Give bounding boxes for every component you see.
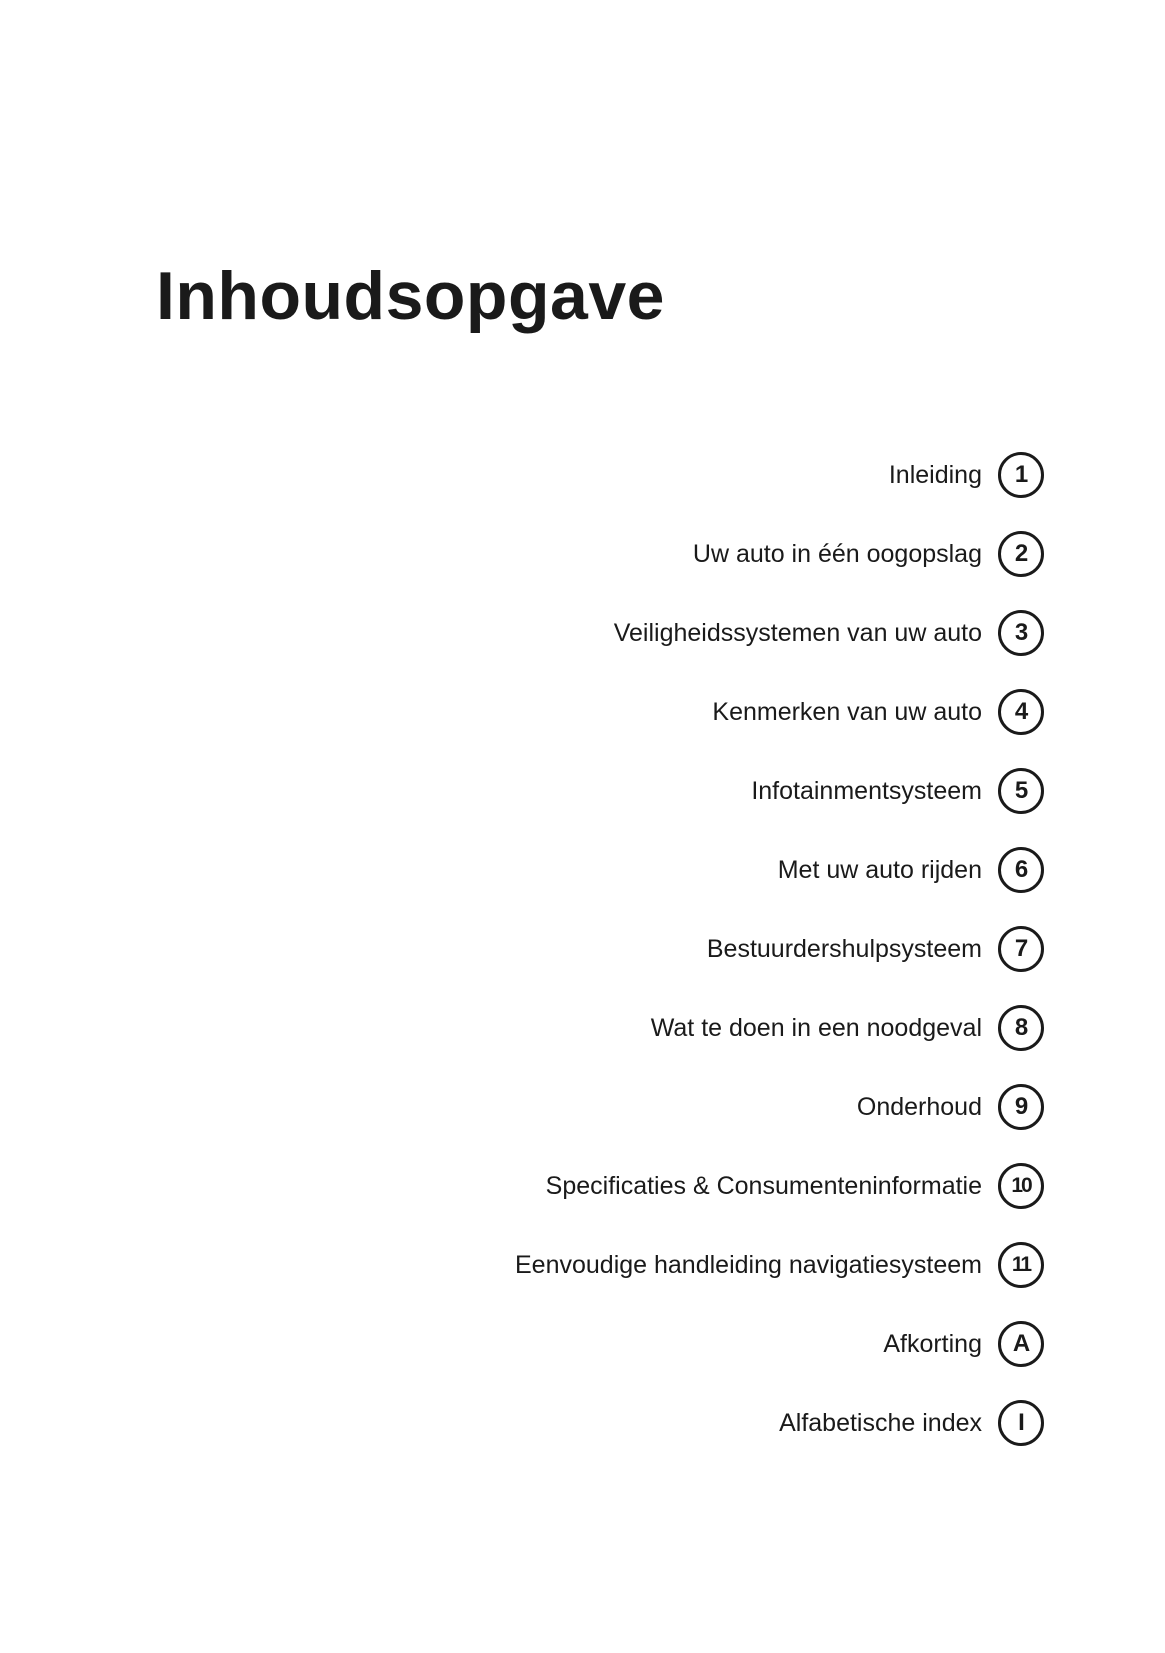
toc-item-label: Specificaties & Consumenteninformatie — [545, 1171, 982, 1200]
chapter-number-badge: 5 — [998, 768, 1044, 814]
toc-item-navigation-guide[interactable] — [284, 1242, 1044, 1288]
toc-item-features[interactable] — [284, 689, 1044, 735]
toc-item-inleiding[interactable] — [284, 452, 1044, 498]
toc-item-label: Infotainmentsysteem — [751, 776, 982, 805]
chapter-number-badge: 1 — [998, 452, 1044, 498]
toc-item-overview[interactable] — [284, 531, 1044, 577]
chapter-number-badge: 9 — [998, 1084, 1044, 1130]
toc-item-driver-assistance[interactable] — [284, 926, 1044, 972]
toc-item-label: Uw auto in één oogopslag — [692, 539, 982, 568]
toc-item-label: Inleiding — [888, 460, 982, 489]
toc-item-label: Met uw auto rijden — [777, 855, 982, 884]
toc-item-index[interactable] — [284, 1400, 1044, 1446]
toc-item-maintenance[interactable] — [284, 1084, 1044, 1130]
chapter-number-badge: I — [998, 1400, 1044, 1446]
toc-item-specifications[interactable] — [284, 1163, 1044, 1209]
toc-item-label: Onderhoud — [856, 1092, 982, 1121]
table-of-contents — [284, 452, 1044, 1479]
chapter-number-badge: 7 — [998, 926, 1044, 972]
chapter-number-badge: 10 — [998, 1163, 1044, 1209]
toc-item-label: Afkorting — [883, 1329, 982, 1358]
toc-item-safety-systems[interactable] — [284, 610, 1044, 656]
chapter-number-badge: A — [998, 1321, 1044, 1367]
toc-item-label: Wat te doen in een noodgeval — [650, 1013, 982, 1042]
page-title: Inhoudsopgave — [156, 258, 665, 334]
toc-item-label: Kenmerken van uw auto — [712, 697, 982, 726]
chapter-number-badge: 11 — [998, 1242, 1044, 1288]
chapter-number-badge: 6 — [998, 847, 1044, 893]
toc-item-label: Bestuurdershulpsysteem — [706, 934, 982, 963]
toc-item-label: Alfabetische index — [779, 1408, 982, 1437]
toc-item-label: Eenvoudige handleiding navigatiesysteem — [515, 1250, 982, 1279]
toc-item-infotainment[interactable] — [284, 768, 1044, 814]
chapter-number-badge: 2 — [998, 531, 1044, 577]
chapter-number-badge: 4 — [998, 689, 1044, 735]
toc-item-emergency[interactable] — [284, 1005, 1044, 1051]
chapter-number-badge: 3 — [998, 610, 1044, 656]
toc-item-driving[interactable] — [284, 847, 1044, 893]
chapter-number-badge: 8 — [998, 1005, 1044, 1051]
toc-item-label: Veiligheidssystemen van uw auto — [613, 618, 982, 647]
toc-item-abbreviations[interactable] — [284, 1321, 1044, 1367]
